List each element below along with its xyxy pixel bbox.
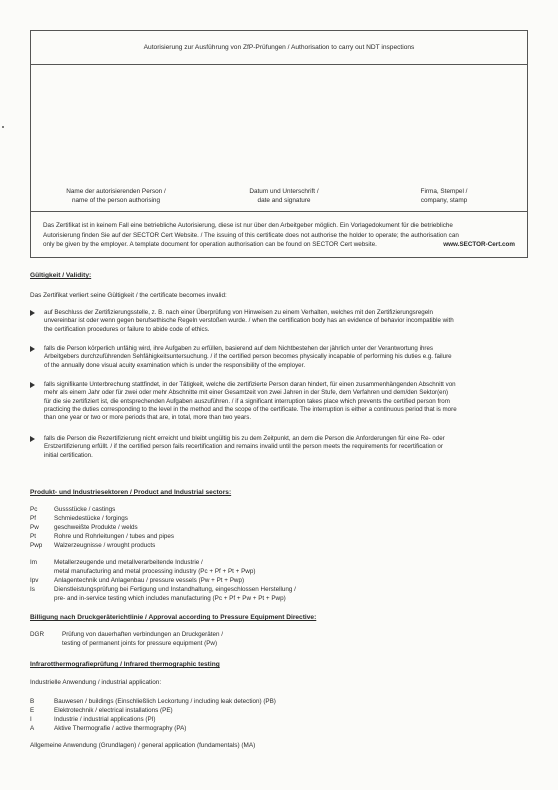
validity-bullet-1: auf Beschluss der Zertifizierungsstelle, z. B. nach einer Überprüfung von Hinweisen zu einem Verhalten, welches mit den Zertifizierungsregeln unvereinbar ist oder wenn gegen berufsethische Regeln verstoßen wurde. / when the certification body has an evidence of behavior incompatible with the certification procedures or failure to abide code of ethics. [30,309,520,339]
signature-name-label: Name der autorisierenden Person / name of the person authorising [66,188,166,204]
pressure-heading: Billigung nach Druckgeräterichtlinie / Approval according to Pressure Equipment Directive: [30,614,317,621]
signature-date-label: Datum und Unterschrift / date and signature [249,188,319,204]
validity-bullet-4: falls die Person die Rezertifizierung nicht erreicht und bleibt ungültig bis zu dem Zeitpunkt, an dem die Person die Anforderungen für eine Re- oder Erstzertifizierung erfüllt. / if the certified person fails recertification and remains invalid until the person meets the requirements for recertification or initial certification. [30,435,520,465]
validity-bullet-3: falls signifikante Unterbrechung stattfindet, in der Tätigkeit, welche die zertifizierte Person daran hindert, für einen zusammenhängenden Abschnitt von mehr als einem Jahr oder für zwei oder mehr Abschnitte mit einer Gesamtzeit von zwei Jahren in der Stufe, dem Verfahren und dem/den Sektor(en) für die sie zertifiziert ist, die entsprechenden Aufgaben auszuführen. / if a significant interruption takes place which prevents the certified person from practicing the duties corresponding to the level in the method and the scope of the certificate. The interruption is either a continuous period that is more than one year or two or more periods that are, in total, more than two years. [30,381,520,425]
signature-company-label: Firma, Stempel / company, stamp [420,188,468,204]
authorisation-header: Autorisierung zur Ausführung von ZfP-Prüfungen / Authorisation to carry out NDT inspections [31,31,527,65]
authorisation-note: Das Zertifikat ist in keinem Fall eine betriebliche Autorisierung, diese ist nur über den Arbeitgeber möglich. Ein Vorlagedokument für die betriebliche Autorisierung finden Sie auf der SECTOR Cert Website. / The issuing of this certificate does not authorise the holder to operate; the authorisation can only be given by the employer. A template document for operation authorisation can be found on SECTOR Cert website. www.SECTOR-Cert.com [31,211,527,257]
infrared-intro: Industrielle Anwendung / industrial application: [30,679,162,686]
bullet-arrow-icon [30,346,35,352]
infrared-general: Allgemeine Anwendung (Grundlagen) / general application (fundamentals) (MA) [30,742,256,749]
bullet-arrow-icon [30,382,35,388]
validity-heading: Gültigkeit / Validity: [30,272,92,279]
validity-intro: Das Zertifikat verliert seine Gültigkeit / the certificate becomes invalid: [30,292,227,299]
validity-bullet-2: falls die Person körperlich unfähig wird, ihre Aufgaben zu erfüllen, basierend auf dem Nichtbestehen der jährlich unter der Verantwortung ihres Arbeitgebers durchzuführenden Sehfähigkeitsuntersuchung. / if the certified person becomes physically incapable of performing his duties e.g. failure of the annually done visual acuity examination which is under the responsibility of the employer. [30,345,520,375]
bullet-arrow-icon [30,436,35,442]
sectors-heading: Produkt- und Industriesektoren / Product and Industrial sectors: [30,489,232,496]
authorisation-box [30,30,528,258]
scan-speck [2,126,4,128]
website-link[interactable]: www.SECTOR-Cert.com [443,241,515,249]
infrared-heading: Infrarotthermografieprüfung / Infrared thermographic testing [30,661,220,668]
bullet-arrow-icon [30,310,35,316]
